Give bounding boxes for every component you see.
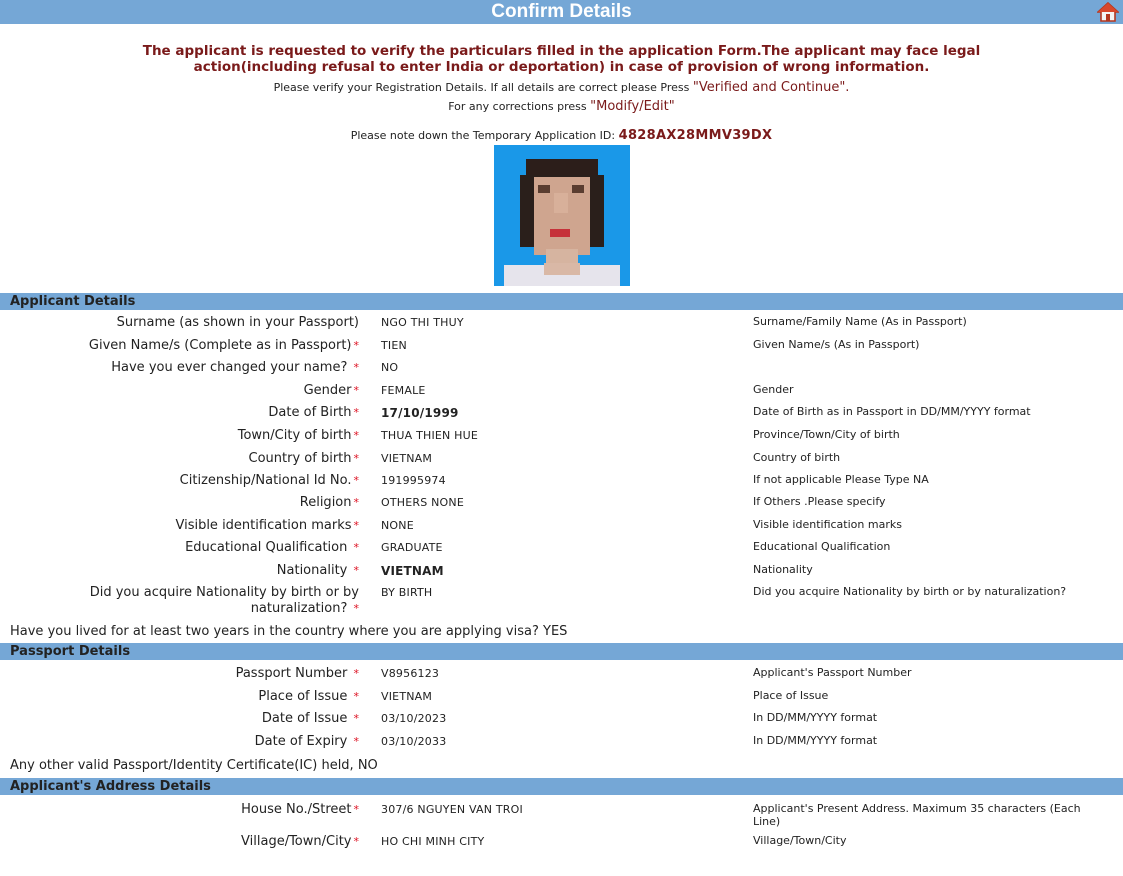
verify-instructions bbox=[0, 78, 1123, 116]
passport-number-label: Passport Number * bbox=[235, 666, 359, 681]
temp-id-label: Please note down the Temporary Application ID: bbox=[350, 129, 616, 142]
education-help: Educational Qualification bbox=[753, 540, 891, 553]
country-value: VIETNAM bbox=[381, 452, 433, 465]
changed-name-value: NO bbox=[381, 361, 399, 374]
marks-help: Visible identification marks bbox=[753, 518, 902, 531]
place-of-issue-label: Place of Issue * bbox=[258, 689, 359, 704]
gender-value: FEMALE bbox=[381, 384, 426, 397]
lived-two-years: Have you lived for at least two years in the country where you are applying visa? YES bbox=[10, 624, 568, 639]
country-help: Country of birth bbox=[753, 451, 841, 464]
dob-label: Date of Birth * bbox=[268, 405, 359, 420]
nationality-value: VIETNAM bbox=[381, 564, 444, 578]
warning-message: The applicant is requested to verify the particulars filled in the application Form.The applicant may face legal action(including refusal to enter India or deportation) in case of provision of wrong information. bbox=[142, 43, 981, 75]
gender-help: Gender bbox=[753, 383, 794, 396]
surname-value: NGO THI THUY bbox=[381, 316, 464, 329]
village-town-help: Village/Town/City bbox=[753, 834, 847, 847]
title-bar bbox=[0, 0, 1123, 24]
row-nationality bbox=[0, 563, 1123, 585]
section-passport-details: Passport Details bbox=[0, 643, 1123, 660]
acquire-value: BY BIRTH bbox=[381, 586, 433, 599]
row-religion bbox=[0, 495, 1123, 518]
place-of-issue-help: Place of Issue bbox=[753, 689, 829, 702]
row-place-of-issue bbox=[0, 689, 1123, 711]
passport-number-help: Applicant's Passport Number bbox=[753, 666, 912, 679]
row-gender bbox=[0, 383, 1123, 405]
row-acquire-nationality bbox=[0, 585, 1123, 624]
town-label: Town/City of birth * bbox=[237, 428, 359, 443]
row-changed-name bbox=[0, 360, 1123, 383]
acquire-label: Did you acquire Nationality by birth or by naturalization? * bbox=[89, 585, 359, 616]
row-house-street bbox=[0, 802, 1123, 834]
row-education bbox=[0, 540, 1123, 563]
marks-label: Visible identification marks * bbox=[175, 518, 359, 533]
education-value: GRADUATE bbox=[381, 541, 443, 554]
row-citizenship bbox=[0, 473, 1123, 495]
changed-name-label: Have you ever changed your name? * bbox=[111, 360, 359, 375]
religion-help: If Others .Please specify bbox=[753, 495, 886, 508]
citizenship-label: Citizenship/National Id No. * bbox=[179, 473, 359, 488]
nationality-help: Nationality bbox=[753, 563, 813, 576]
religion-label: Religion * bbox=[299, 495, 359, 510]
row-date-of-expiry bbox=[0, 734, 1123, 756]
date-of-issue-value: 03/10/2023 bbox=[381, 712, 447, 725]
surname-label: Surname (as shown in your Passport) bbox=[116, 315, 359, 330]
row-passport-number bbox=[0, 666, 1123, 689]
given-name-label: Given Name/s (Complete as in Passport) * bbox=[88, 338, 359, 353]
house-street-value: 307/6 NGUYEN VAN TROI bbox=[381, 803, 523, 816]
section-applicant-details: Applicant Details bbox=[0, 293, 1123, 310]
other-passport: Any other valid Passport/Identity Certificate(IC) held, NO bbox=[10, 758, 378, 773]
education-label: Educational Qualification * bbox=[185, 540, 359, 555]
dob-help: Date of Birth as in Passport in DD/MM/YYYY format bbox=[753, 405, 1031, 418]
date-of-issue-label: Date of Issue * bbox=[261, 711, 359, 726]
passport-details-block bbox=[0, 666, 1123, 778]
given-name-help: Given Name/s (As in Passport) bbox=[753, 338, 920, 351]
dob-value: 17/10/1999 bbox=[381, 406, 459, 420]
citizenship-help: If not applicable Please Type NA bbox=[753, 473, 929, 486]
village-town-value: HO CHI MINH CITY bbox=[381, 835, 485, 848]
page-title: Confirm Details bbox=[491, 1, 632, 22]
modify-edit-hint: "Modify/Edit" bbox=[590, 99, 675, 114]
row-dob bbox=[0, 405, 1123, 428]
acquire-help: Did you acquire Nationality by birth or by naturalization? bbox=[753, 585, 1067, 598]
verify-text: Please verify your Registration Details. If all details are correct please Press bbox=[273, 81, 690, 94]
verified-continue-hint: "Verified and Continue". bbox=[692, 80, 850, 95]
marks-value: NONE bbox=[381, 519, 414, 532]
place-of-issue-value: VIETNAM bbox=[381, 690, 433, 703]
row-given-name bbox=[0, 338, 1123, 360]
village-town-label: Village/Town/City * bbox=[241, 834, 359, 849]
modify-text: For any corrections press bbox=[448, 100, 587, 113]
given-name-value: TIEN bbox=[381, 339, 407, 352]
row-village-town bbox=[0, 834, 1123, 856]
row-country-of-birth bbox=[0, 451, 1123, 473]
applicant-photo bbox=[494, 145, 630, 286]
house-street-label: House No./Street * bbox=[241, 802, 359, 817]
date-of-expiry-help: In DD/MM/YYYY format bbox=[753, 734, 878, 747]
religion-value: OTHERS NONE bbox=[381, 496, 464, 509]
passport-number-value: V8956123 bbox=[381, 667, 440, 680]
date-of-expiry-label: Date of Expiry * bbox=[254, 734, 359, 749]
house-street-help: Applicant's Present Address. Maximum 35 characters (Each Line) bbox=[753, 802, 1081, 828]
row-visible-marks bbox=[0, 518, 1123, 540]
citizenship-value: 191995974 bbox=[381, 474, 446, 487]
temp-id-value: 4828AX28MMV39DX bbox=[618, 128, 773, 143]
section-address-details: Applicant's Address Details bbox=[0, 778, 1123, 795]
row-date-of-issue bbox=[0, 711, 1123, 734]
date-of-expiry-value: 03/10/2033 bbox=[381, 735, 447, 748]
town-help: Province/Town/City of birth bbox=[753, 428, 900, 441]
temporary-id-line bbox=[0, 128, 1123, 143]
town-value: THUA THIEN HUE bbox=[381, 429, 479, 442]
nationality-label: Nationality * bbox=[276, 563, 359, 578]
country-label: Country of birth * bbox=[248, 451, 359, 466]
surname-help: Surname/Family Name (As in Passport) bbox=[753, 315, 967, 328]
gender-label: Gender * bbox=[303, 383, 359, 398]
address-details-block bbox=[0, 802, 1123, 856]
applicant-details-block bbox=[0, 315, 1123, 643]
row-town-of-birth bbox=[0, 428, 1123, 451]
row-surname bbox=[0, 315, 1123, 338]
date-of-issue-help: In DD/MM/YYYY format bbox=[753, 711, 878, 724]
home-icon[interactable] bbox=[1097, 2, 1119, 22]
